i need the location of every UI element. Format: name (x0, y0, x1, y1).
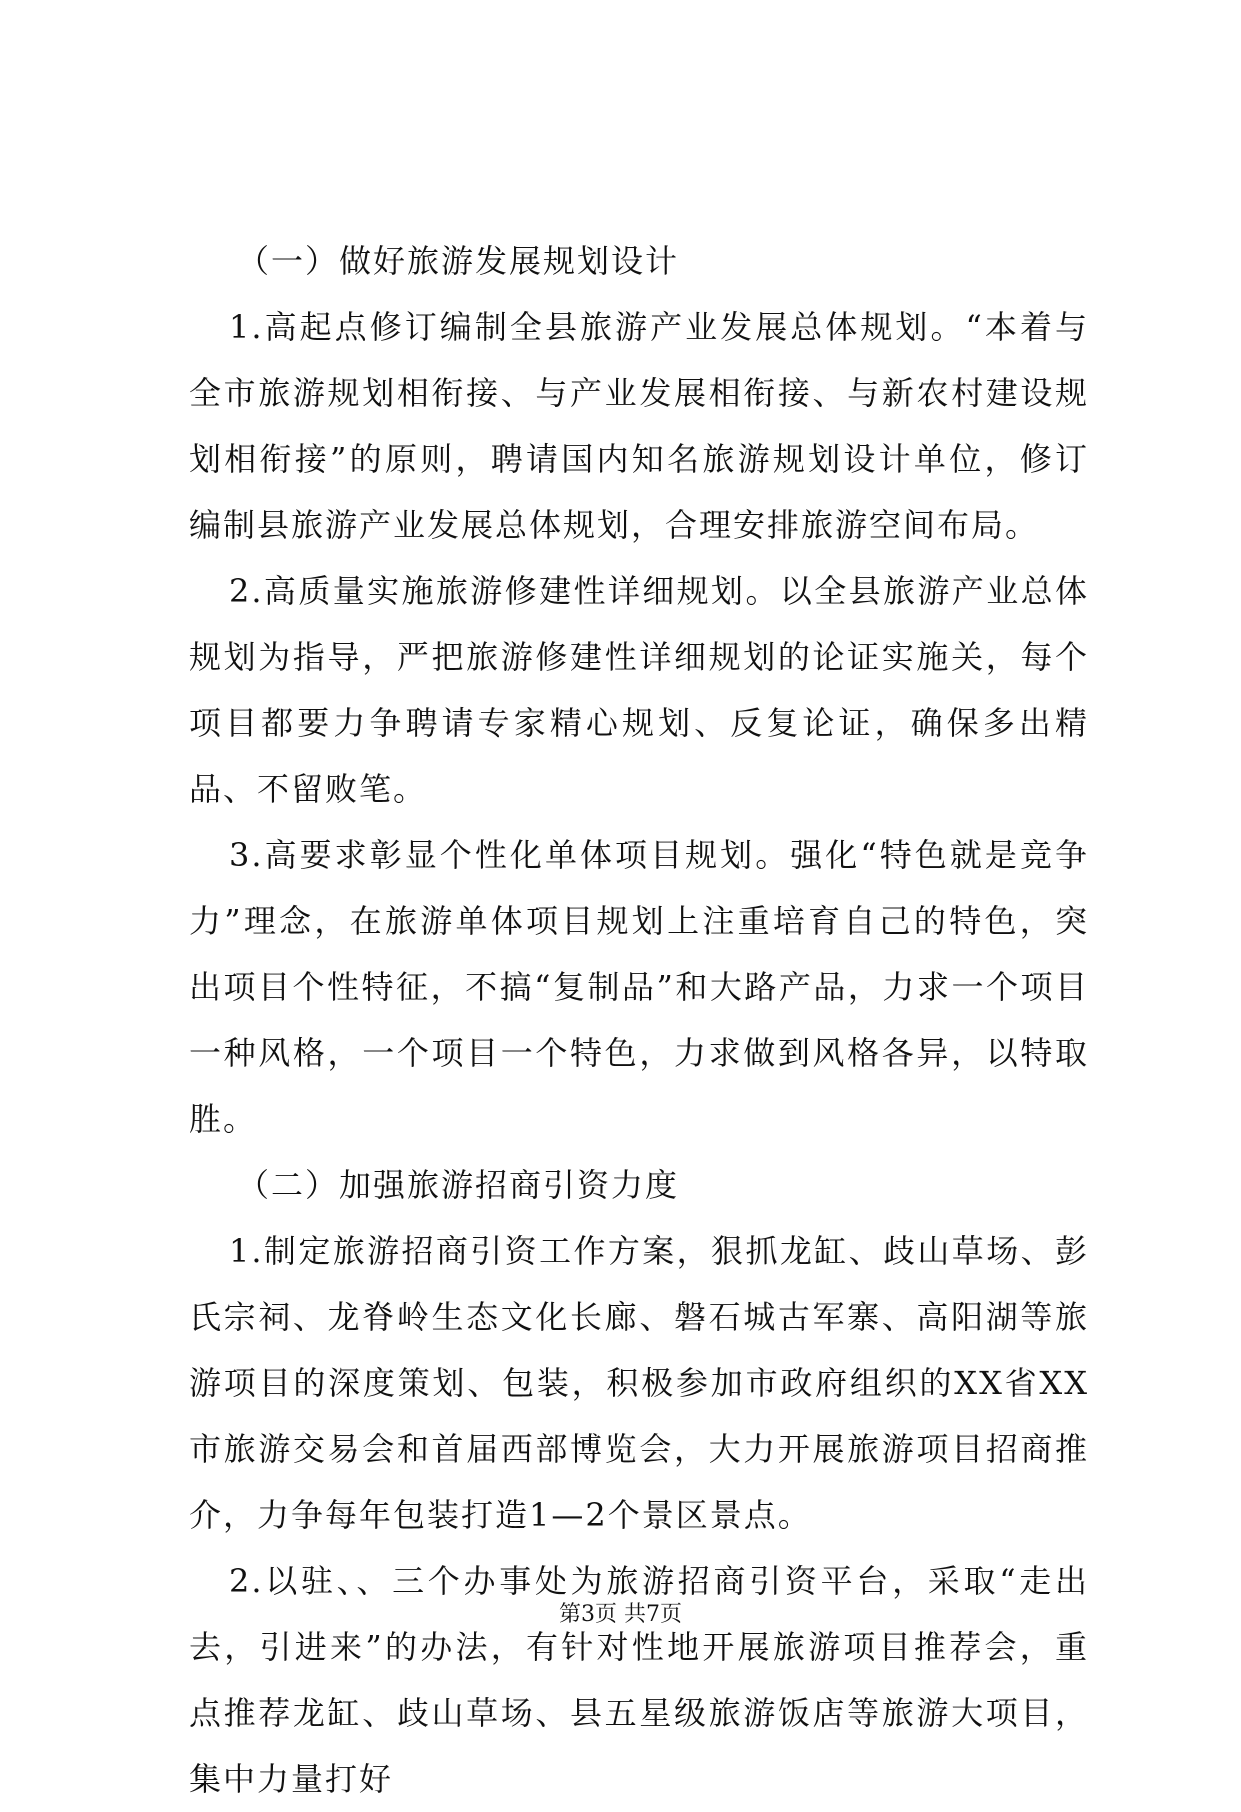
paragraph-5: 2.以驻、、三个办事处为旅游招商引资平台，采取“走出去，引进来”的办法，有针对性地开展旅游项目推荐会，重点推荐龙缸、歧山草场、县五星级旅游饭店等旅游大项目，集中力量打好 (189, 1562, 1089, 1798)
paragraph-3: 3.高要求彰显个性化单体项目规划。强化“特色就是竞争力”理念，在旅游单体项目规划上注重培育自己的特色，突出项目个性特征，不搞“复制品”和大路产品，力求一个项目一种风格，一个项目一个特色，力求做到风格各异，以特取胜。 (189, 836, 1089, 1138)
section-heading-2: （二）加强旅游招商引资力度 (237, 1166, 680, 1204)
document-body (189, 228, 1089, 1812)
page-number-footer: 第3页 共7页 (559, 1602, 682, 1627)
paragraph-1: 1.高起点修订编制全县旅游产业发展总体规划。“本着与全市旅游规划相衔接、与产业发展相衔接、与新农村建设规划相衔接”的原则，聘请国内知名旅游规划设计单位，修订编制县旅游产业发展总体规划，合理安排旅游空间布局。 (189, 308, 1089, 544)
paragraph-2: 2.高质量实施旅游修建性详细规划。以全县旅游产业总体规划为指导，严把旅游修建性详细规划的论证实施关，每个项目都要力争聘请专家精心规划、反复论证，确保多出精品、不留败笔。 (189, 572, 1089, 808)
paragraph-4: 1.制定旅游招商引资工作方案，狠抓龙缸、歧山草场、彭氏宗祠、龙脊岭生态文化长廊、磐石城古军寨、高阳湖等旅游项目的深度策划、包装，积极参加市政府组织的XX省XX市旅游交易会和首届西部博览会，大力开展旅游项目招商推介，力争每年包装打造1—2个景区景点。 (189, 1232, 1089, 1534)
section-heading-1: （一）做好旅游发展规划设计 (237, 242, 680, 280)
